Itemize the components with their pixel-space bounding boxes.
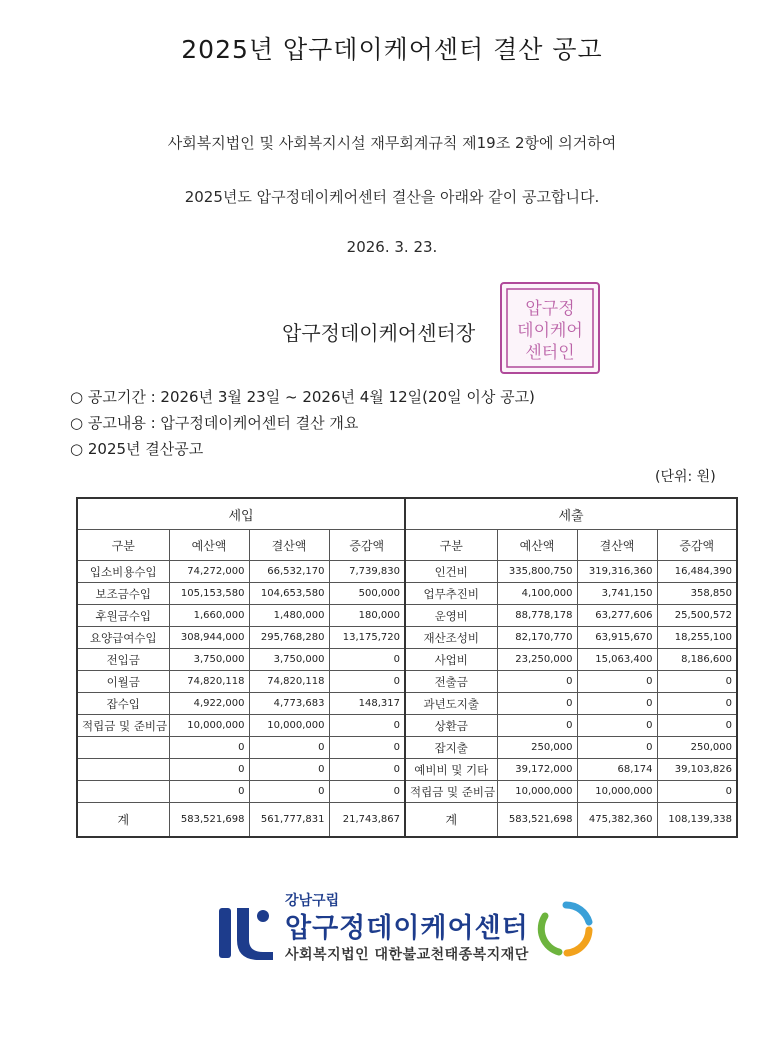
amount-cell: 0 xyxy=(657,693,737,715)
amount-cell: 10,000,000 xyxy=(577,781,657,803)
category-cell: 보조금수입 xyxy=(77,583,169,605)
amount-cell: 0 xyxy=(329,737,405,759)
category-cell: 재산조성비 xyxy=(405,627,497,649)
table-row xyxy=(77,781,737,803)
amount-cell: 10,000,000 xyxy=(169,715,249,737)
amount-cell: 21,743,867 xyxy=(329,803,405,838)
amount-cell: 335,800,750 xyxy=(497,561,577,583)
amount-cell: 583,521,698 xyxy=(169,803,249,838)
category-cell: 전출금 xyxy=(405,671,497,693)
amount-cell: 148,317 xyxy=(329,693,405,715)
column-header: 구분 xyxy=(405,530,497,561)
amount-cell: 1,480,000 xyxy=(249,605,329,627)
logo-district-label: 강남구립 xyxy=(285,893,340,909)
amount-cell: 15,063,400 xyxy=(577,649,657,671)
official-seal xyxy=(500,282,600,374)
svg-text:센터인: 센터인 xyxy=(525,343,575,363)
intro-line-2: 2025년도 압구정데이케어센터 결산을 아래와 같이 공고합니다. xyxy=(184,188,600,206)
table-row xyxy=(77,737,737,759)
logo-foundation-name: 사회복지법인 대한불교천태종복지재단 xyxy=(285,947,529,963)
table-row xyxy=(77,759,737,781)
category-cell xyxy=(77,737,169,759)
column-header: 구분 xyxy=(77,530,169,561)
amount-cell: 108,139,338 xyxy=(657,803,737,838)
amount-cell: 74,820,118 xyxy=(169,671,249,693)
amount-cell: 3,741,150 xyxy=(577,583,657,605)
amount-cell: 4,773,683 xyxy=(249,693,329,715)
amount-cell: 7,739,830 xyxy=(329,561,405,583)
amount-cell: 0 xyxy=(169,781,249,803)
column-header: 예산액 xyxy=(169,530,249,561)
amount-cell: 500,000 xyxy=(329,583,405,605)
signature-name: 압구정데이케어센터장 xyxy=(282,321,476,345)
amount-cell: 105,153,580 xyxy=(169,583,249,605)
svg-text:데이케어: 데이케어 xyxy=(517,321,583,341)
amount-cell: 74,272,000 xyxy=(169,561,249,583)
notice-bullets xyxy=(70,384,535,462)
column-header: 예산액 xyxy=(497,530,577,561)
amount-cell: 0 xyxy=(657,781,737,803)
income-header: 세입 xyxy=(77,498,405,530)
amount-cell: 308,944,000 xyxy=(169,627,249,649)
amount-cell: 39,103,826 xyxy=(657,759,737,781)
unit-label: (단위: 원) xyxy=(655,469,716,485)
center-logo xyxy=(215,888,595,968)
amount-cell: 68,174 xyxy=(577,759,657,781)
table-row xyxy=(77,671,737,693)
category-cell: 상환금 xyxy=(405,715,497,737)
amount-cell: 63,915,670 xyxy=(577,627,657,649)
category-cell: 예비비 및 기타 xyxy=(405,759,497,781)
amount-cell: 8,186,600 xyxy=(657,649,737,671)
total-row xyxy=(77,803,737,838)
table-row xyxy=(77,649,737,671)
amount-cell: 63,277,606 xyxy=(577,605,657,627)
amount-cell: 583,521,698 xyxy=(497,803,577,838)
category-cell: 사업비 xyxy=(405,649,497,671)
amount-cell: 18,255,100 xyxy=(657,627,737,649)
table-row xyxy=(77,715,737,737)
amount-cell: 561,777,831 xyxy=(249,803,329,838)
amount-cell: 10,000,000 xyxy=(249,715,329,737)
category-cell: 계 xyxy=(405,803,497,838)
amount-cell: 10,000,000 xyxy=(497,781,577,803)
amount-cell: 25,500,572 xyxy=(657,605,737,627)
ring-logo-icon xyxy=(537,900,595,958)
category-cell: 업무추진비 xyxy=(405,583,497,605)
category-cell: 적립금 및 준비금 xyxy=(77,715,169,737)
amount-cell: 0 xyxy=(497,693,577,715)
category-cell: 적립금 및 준비금 xyxy=(405,781,497,803)
amount-cell: 3,750,000 xyxy=(249,649,329,671)
category-cell: 전입금 xyxy=(77,649,169,671)
amount-cell: 319,316,360 xyxy=(577,561,657,583)
column-header: 증감액 xyxy=(657,530,737,561)
amount-cell: 0 xyxy=(329,781,405,803)
amount-cell: 74,820,118 xyxy=(249,671,329,693)
amount-cell: 0 xyxy=(497,671,577,693)
category-cell xyxy=(77,781,169,803)
column-header: 증감액 xyxy=(329,530,405,561)
amount-cell: 0 xyxy=(249,781,329,803)
amount-cell: 0 xyxy=(169,759,249,781)
category-cell xyxy=(77,759,169,781)
amount-cell: 0 xyxy=(249,759,329,781)
category-cell: 인건비 xyxy=(405,561,497,583)
intro-line-1: 사회복지법인 및 사회복지시설 재무회계규칙 제19조 2항에 의거하여 xyxy=(167,134,617,152)
amount-cell: 13,175,720 xyxy=(329,627,405,649)
amount-cell: 0 xyxy=(577,671,657,693)
amount-cell: 16,484,390 xyxy=(657,561,737,583)
amount-cell: 4,922,000 xyxy=(169,693,249,715)
amount-cell: 104,653,580 xyxy=(249,583,329,605)
amount-cell: 180,000 xyxy=(329,605,405,627)
amount-cell: 23,250,000 xyxy=(497,649,577,671)
bullet-settlement: ○ 2025년 결산공고 xyxy=(70,440,204,458)
amount-cell: 0 xyxy=(329,671,405,693)
notice-title: 2025년 압구데이케어센터 결산 공고 xyxy=(181,35,603,64)
table-row xyxy=(77,583,737,605)
amount-cell: 250,000 xyxy=(497,737,577,759)
table-row xyxy=(77,693,737,715)
amount-cell: 0 xyxy=(329,649,405,671)
bullet-period: ○ 공고기간 : 2026년 3월 23일 ~ 2026년 4월 12일(20일 이상 공고) xyxy=(70,388,535,406)
category-cell: 요양급여수입 xyxy=(77,627,169,649)
category-cell: 잡수입 xyxy=(77,693,169,715)
table-row xyxy=(77,605,737,627)
amount-cell: 82,170,770 xyxy=(497,627,577,649)
table-row xyxy=(77,627,737,649)
amount-cell: 4,100,000 xyxy=(497,583,577,605)
amount-cell: 0 xyxy=(497,715,577,737)
category-cell: 계 xyxy=(77,803,169,838)
bullet-content: ○ 공고내용 : 압구정데이케어센터 결산 개요 xyxy=(70,414,359,432)
category-cell: 이월금 xyxy=(77,671,169,693)
amount-cell: 1,660,000 xyxy=(169,605,249,627)
amount-cell: 0 xyxy=(577,693,657,715)
category-cell: 운영비 xyxy=(405,605,497,627)
notice-date: 2026. 3. 23. xyxy=(346,238,438,256)
amount-cell: 0 xyxy=(329,759,405,781)
amount-cell: 250,000 xyxy=(657,737,737,759)
logo-center-name: 압구정데이케어센터 xyxy=(285,913,529,944)
amount-cell: 0 xyxy=(169,737,249,759)
settlement-table xyxy=(76,497,738,838)
category-cell: 입소비용수입 xyxy=(77,561,169,583)
amount-cell: 295,768,280 xyxy=(249,627,329,649)
category-cell: 과년도지출 xyxy=(405,693,497,715)
table-row xyxy=(77,561,737,583)
category-cell: 잡지출 xyxy=(405,737,497,759)
amount-cell: 0 xyxy=(657,671,737,693)
amount-cell: 88,778,178 xyxy=(497,605,577,627)
svg-text:압구정: 압구정 xyxy=(525,299,575,319)
amount-cell: 0 xyxy=(249,737,329,759)
amount-cell: 358,850 xyxy=(657,583,737,605)
amount-cell: 0 xyxy=(577,737,657,759)
category-cell: 후원금수입 xyxy=(77,605,169,627)
amount-cell: 3,750,000 xyxy=(169,649,249,671)
district-emblem-icon xyxy=(215,902,279,966)
amount-cell: 0 xyxy=(577,715,657,737)
amount-cell: 66,532,170 xyxy=(249,561,329,583)
amount-cell: 39,172,000 xyxy=(497,759,577,781)
column-header: 결산액 xyxy=(577,530,657,561)
amount-cell: 0 xyxy=(329,715,405,737)
expense-header: 세출 xyxy=(405,498,737,530)
amount-cell: 475,382,360 xyxy=(577,803,657,838)
column-header: 결산액 xyxy=(249,530,329,561)
amount-cell: 0 xyxy=(657,715,737,737)
